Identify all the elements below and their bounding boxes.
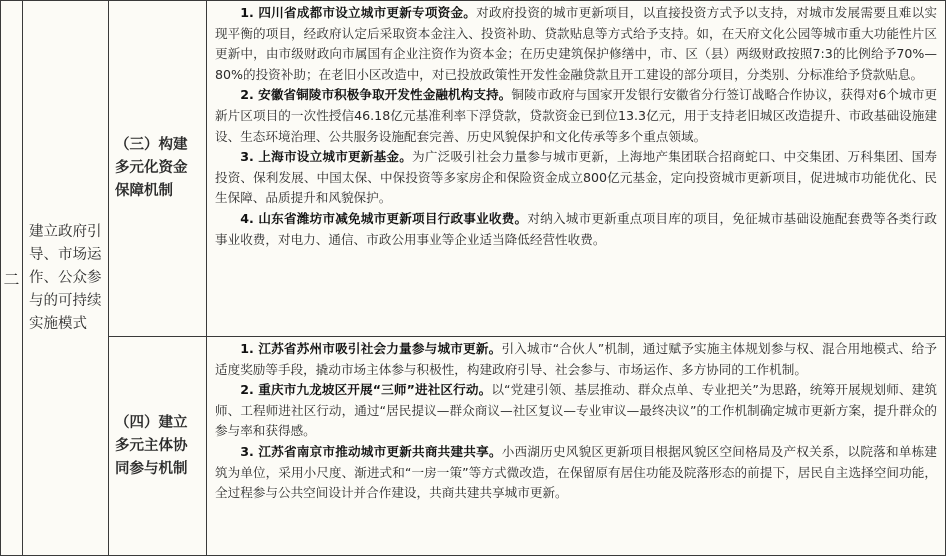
- row-number: 二: [1, 1, 23, 556]
- item-text: 铜陵市政府与国家开发银行安徽省分行签订战略合作协议，获得对6个城市更新片区项目的一次性授信46.18亿元基准利率下浮贷款，贷款资金已到位13.3亿元，用于支持老旧城区改造提升、市政基础设施建设、生态环境治理、公共服务设施配套完善、历史风貌保护和文化传承等多个重点领域。: [215, 87, 937, 144]
- list-item: [215, 380, 937, 442]
- list-item: [215, 442, 937, 504]
- content-cell: [207, 337, 946, 556]
- item-heading: 2. 重庆市九龙坡区开展“三师”进社区行动。: [240, 382, 492, 398]
- list-item: [215, 3, 937, 85]
- item-text: 对政府投资的城市更新项目，以直接投资方式予以支持，对城市发展需要且难以实现平衡的项目，经政府认定后采取资本金注入、投资补助、贷款贴息等方式给予支持。如，在天府文化公园等城市重大功能性片区更新中，由市级财政向市属国有企业注资作为资本金；在历史建筑保护修缮中，市、区（县）两级财政按照7:3的比例给予70%—80%的投资补助；在老旧小区改造中，对已投放政策性开发性金融贷款且开工建设的部分项目，分类别、分标准给予贷款贴息。: [215, 5, 938, 82]
- table-row: [1, 337, 946, 556]
- table-row: [1, 1, 946, 337]
- item-text: 对纳入城市更新重点项目库的项目，免征城市基础设施配套费等各类行政事业收费，对电力、通信、市政公用事业等企业适当降低经营性收费。: [215, 210, 937, 247]
- item-heading: 3. 上海市设立城市更新基金。: [240, 149, 413, 165]
- item-heading: 4. 山东省潍坊市减免城市更新项目行政事业收费。: [240, 210, 528, 226]
- item-heading: 3. 江苏省南京市推动城市更新共商共建共享。: [240, 443, 502, 459]
- content-cell: [207, 1, 946, 337]
- category-cell: 建立政府引导、市场运作、公众参与的可持续实施模式: [23, 1, 109, 556]
- item-heading: 1. 江苏省苏州市吸引社会力量参与城市更新。: [240, 341, 502, 356]
- item-text: 为广泛吸引社会力量参与城市更新，上海地产集团联合招商蛇口、中交集团、万科集团、国寿投资、保利发展、中国太保、中保投资等多家房企和保险资金成立800亿元基金，定向投资城市更新项目，促进城市功能优化、民生保障、品质提升和风貌保护。: [215, 149, 937, 206]
- item-text: 小西湖历史风貌区更新项目根据风貌区空间格局及产权关系，以院落和单栋建筑为单位，采用小尺度、渐进式和“一房一策”等方式微改造，在保留原有居住功能及院落形态的前提下，居民自主选择空间功能，全过程参与公共空间设计并合作建设，共商共建共享城市更新。: [215, 443, 938, 501]
- list-item: [215, 85, 937, 147]
- list-item: [215, 339, 937, 380]
- item-text: 引入城市“合伙人”机制，通过赋予实施主体规划参与权、混合用地模式、给予适度奖励等手段，撬动市场主体参与积极性，构建政府引导、社会参与、市场运作、多方协同的工作机制。: [215, 341, 937, 377]
- item-heading: 1. 四川省成都市设立城市更新专项资金。: [240, 5, 477, 20]
- item-text: 以“党建引领、基层推动、群众点单、专业把关”为思路，统筹开展规划师、建筑师、工程师进社区行动，通过“居民提议—群众商议—社区复议—专业审议—最终决议”的工作机制确定城市更新方案，提升群众的参与率和获得感。: [215, 382, 937, 439]
- list-item: [215, 209, 937, 250]
- subcategory-cell: （三）构建多元化资金保障机制: [109, 1, 207, 337]
- item-heading: 2. 安徽省铜陵市积极争取开发性金融机构支持。: [240, 87, 512, 103]
- list-item: [215, 147, 937, 209]
- subcategory-cell: （四）建立多元主体协同参与机制: [109, 337, 207, 556]
